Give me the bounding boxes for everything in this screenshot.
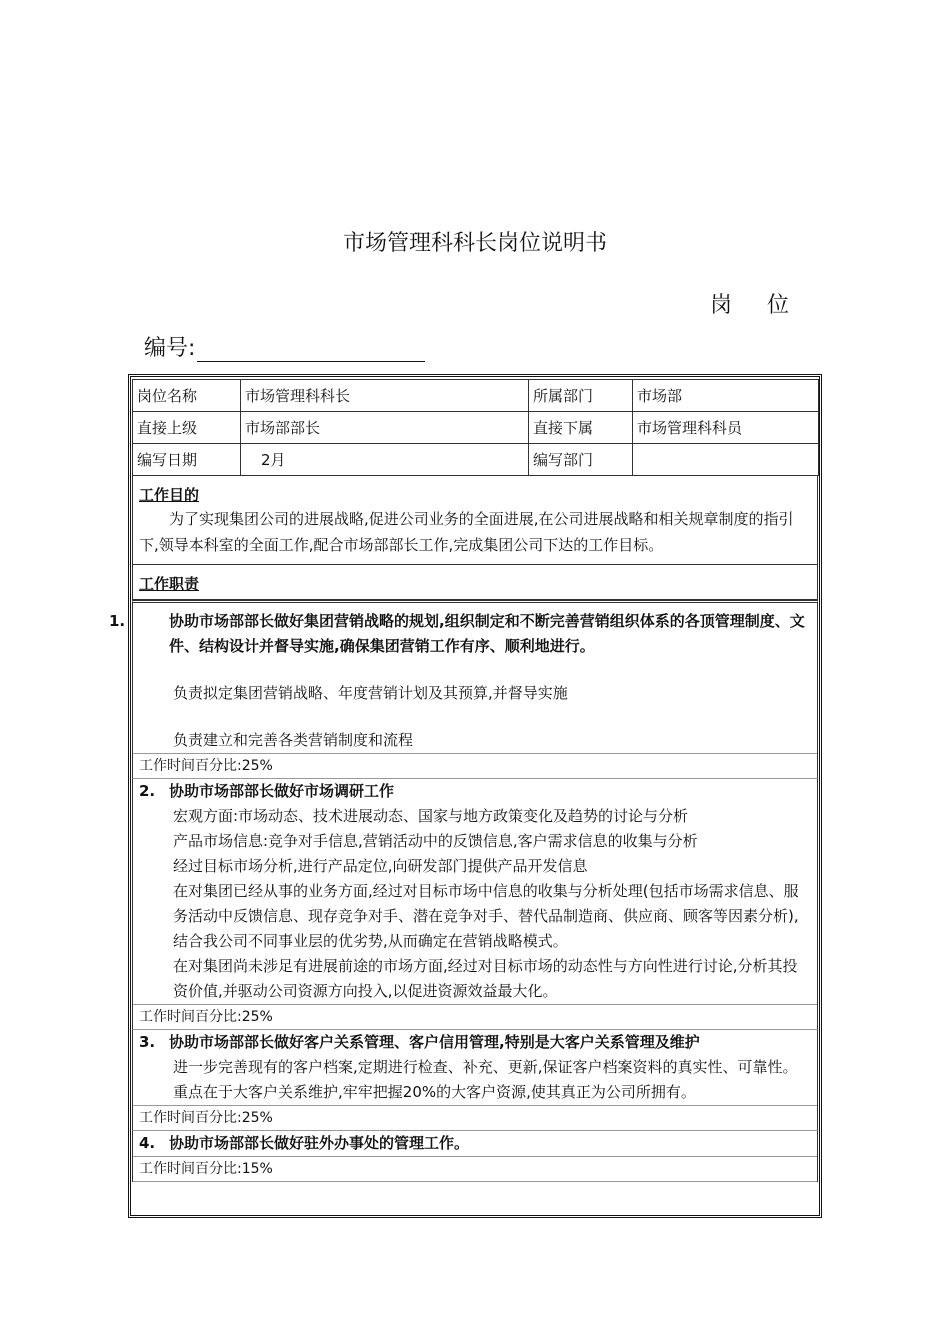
label-cell: 直接下属: [529, 412, 633, 444]
list-item-text: 负责建立和完善各类营销制度和流程: [173, 731, 414, 749]
time-percentage: 工作时间百分比:15%: [133, 1156, 817, 1182]
label-cell: 编写日期: [133, 444, 241, 476]
list-item: [139, 1080, 811, 1105]
list-item: [139, 829, 811, 854]
bullet-icon: [139, 854, 173, 879]
bullet-icon: [139, 879, 173, 954]
purpose-heading: 工作目的: [139, 486, 200, 504]
duty-number: 3.: [139, 1033, 156, 1051]
list-item: [139, 728, 811, 753]
label-cell: 所属部门: [529, 380, 633, 412]
info-table: [132, 379, 819, 476]
list-item-text: 宏观方面:市场动态、技术进展动态、国家与地方政策变化及趋势的讨论与分析: [173, 807, 689, 825]
job-description-body: [109, 379, 818, 1182]
list-item-text: 经过目标市场分析,进行产品定位,向研发部门提供产品开发信息: [173, 857, 588, 875]
duty-title-text: 协助市场部部长做好市场调研工作: [169, 782, 395, 800]
duty-block-3: [132, 1029, 818, 1130]
value-cell: 市场部部长: [241, 412, 529, 444]
duty-block-1: [109, 600, 818, 778]
time-percentage: 工作时间百分比:25%: [133, 753, 817, 778]
duties-heading-section: [132, 565, 818, 600]
purpose-section: [132, 476, 818, 565]
duty-title-text: 协助市场部部长做好驻外办事处的管理工作。: [169, 1134, 470, 1152]
duty-number: 1.: [109, 612, 126, 630]
code-blank-field: [197, 339, 425, 362]
purpose-text: 为了实现集团公司的进展战略,促进公司业务的全面进展,在公司进展战略和相关规章制度的指引下,领导本科室的全面工作,配合市场部部长工作,完成集团公司下达的工作目标。: [139, 510, 794, 554]
duty-block-4: [132, 1130, 818, 1182]
document-title: 市场管理科科长岗位说明书: [342, 231, 607, 256]
list-item-text: 在对集团尚未涉足有进展前途的市场方面,经过对目标市场的动态性与方向性进行讨论,分析其投资价值,并驱动公司资源方向投入,以促进资源效益最大化。: [173, 957, 798, 1000]
bullet-icon: [139, 1055, 173, 1080]
label-cell: 岗位名称: [133, 380, 241, 412]
duty-title-text: 协助市场部部长做好集团营销战略的规划,组织制定和不断完善营销组织体系的各顶管理制度、文件、结构设计并督导实施,确保集团营销工作有序、顺利地进行。: [169, 612, 805, 655]
value-cell: [633, 444, 819, 476]
duty-block-2: [132, 778, 818, 1029]
duty-title: [139, 779, 811, 804]
duty-number: 4.: [139, 1134, 156, 1152]
post-label: 岗 位: [710, 293, 803, 318]
duty-title: [109, 609, 811, 659]
code-line: [144, 331, 425, 362]
time-percentage: 工作时间百分比:25%: [133, 1004, 817, 1029]
list-item-text: 在对集团已经从事的业务方面,经过对目标市场中信息的收集与分析处理(包括市场需求信息、服务活动中反馈信息、现存竞争对手、潜在竞争对手、替代品制造商、供应商、顾客等因素分析),结合我公司不同事业层的优劣势,从而确定在营销战略模式。: [173, 882, 799, 950]
table-row: [133, 444, 819, 476]
duty-number: 2.: [139, 782, 156, 800]
bullet-icon: [139, 954, 173, 1004]
bullet-icon: [139, 1080, 173, 1105]
code-label: 编号:: [144, 336, 196, 361]
label-cell: 直接上级: [133, 412, 241, 444]
list-item-text: 产品市场信息:竞争对手信息,营销活动中的反馈信息,客户需求信息的收集与分析: [173, 832, 698, 850]
list-item: [139, 1055, 811, 1080]
list-item: [139, 954, 811, 1004]
label-cell: 编写部门: [529, 444, 633, 476]
bullet-icon: [139, 804, 173, 829]
list-item-text: 进一步完善现有的客户档案,定期进行检查、补充、更新,保证客户档案资料的真实性、可靠性。: [173, 1058, 798, 1076]
list-item-text: 负责拟定集团营销战略、年度营销计划及其预算,并督导实施: [173, 684, 568, 702]
value-cell: 2月: [241, 444, 529, 476]
duty-title-text: 协助市场部部长做好客户关系管理、客户信用管理,特别是大客户关系管理及维护: [169, 1033, 700, 1051]
list-item: [139, 804, 811, 829]
duty-title: [139, 1030, 811, 1055]
duties-heading: 工作职责: [139, 575, 200, 593]
list-item: [139, 854, 811, 879]
bullet-icon: [139, 829, 173, 854]
table-row: [133, 412, 819, 444]
table-row: [133, 380, 819, 412]
list-item-text: 重点在于大客户关系维护,牢牢把握20%的大客户资源,使其真正为公司所拥有。: [173, 1083, 696, 1101]
duty-title: [139, 1131, 811, 1156]
list-item: [139, 681, 811, 706]
time-percentage: 工作时间百分比:25%: [133, 1105, 817, 1130]
bullet-icon: [139, 728, 173, 753]
value-cell: 市场管理科科员: [633, 412, 819, 444]
value-cell: 市场管理科科长: [241, 380, 529, 412]
value-cell: 市场部: [633, 380, 819, 412]
bullet-icon: [139, 681, 173, 706]
list-item: [139, 879, 811, 954]
